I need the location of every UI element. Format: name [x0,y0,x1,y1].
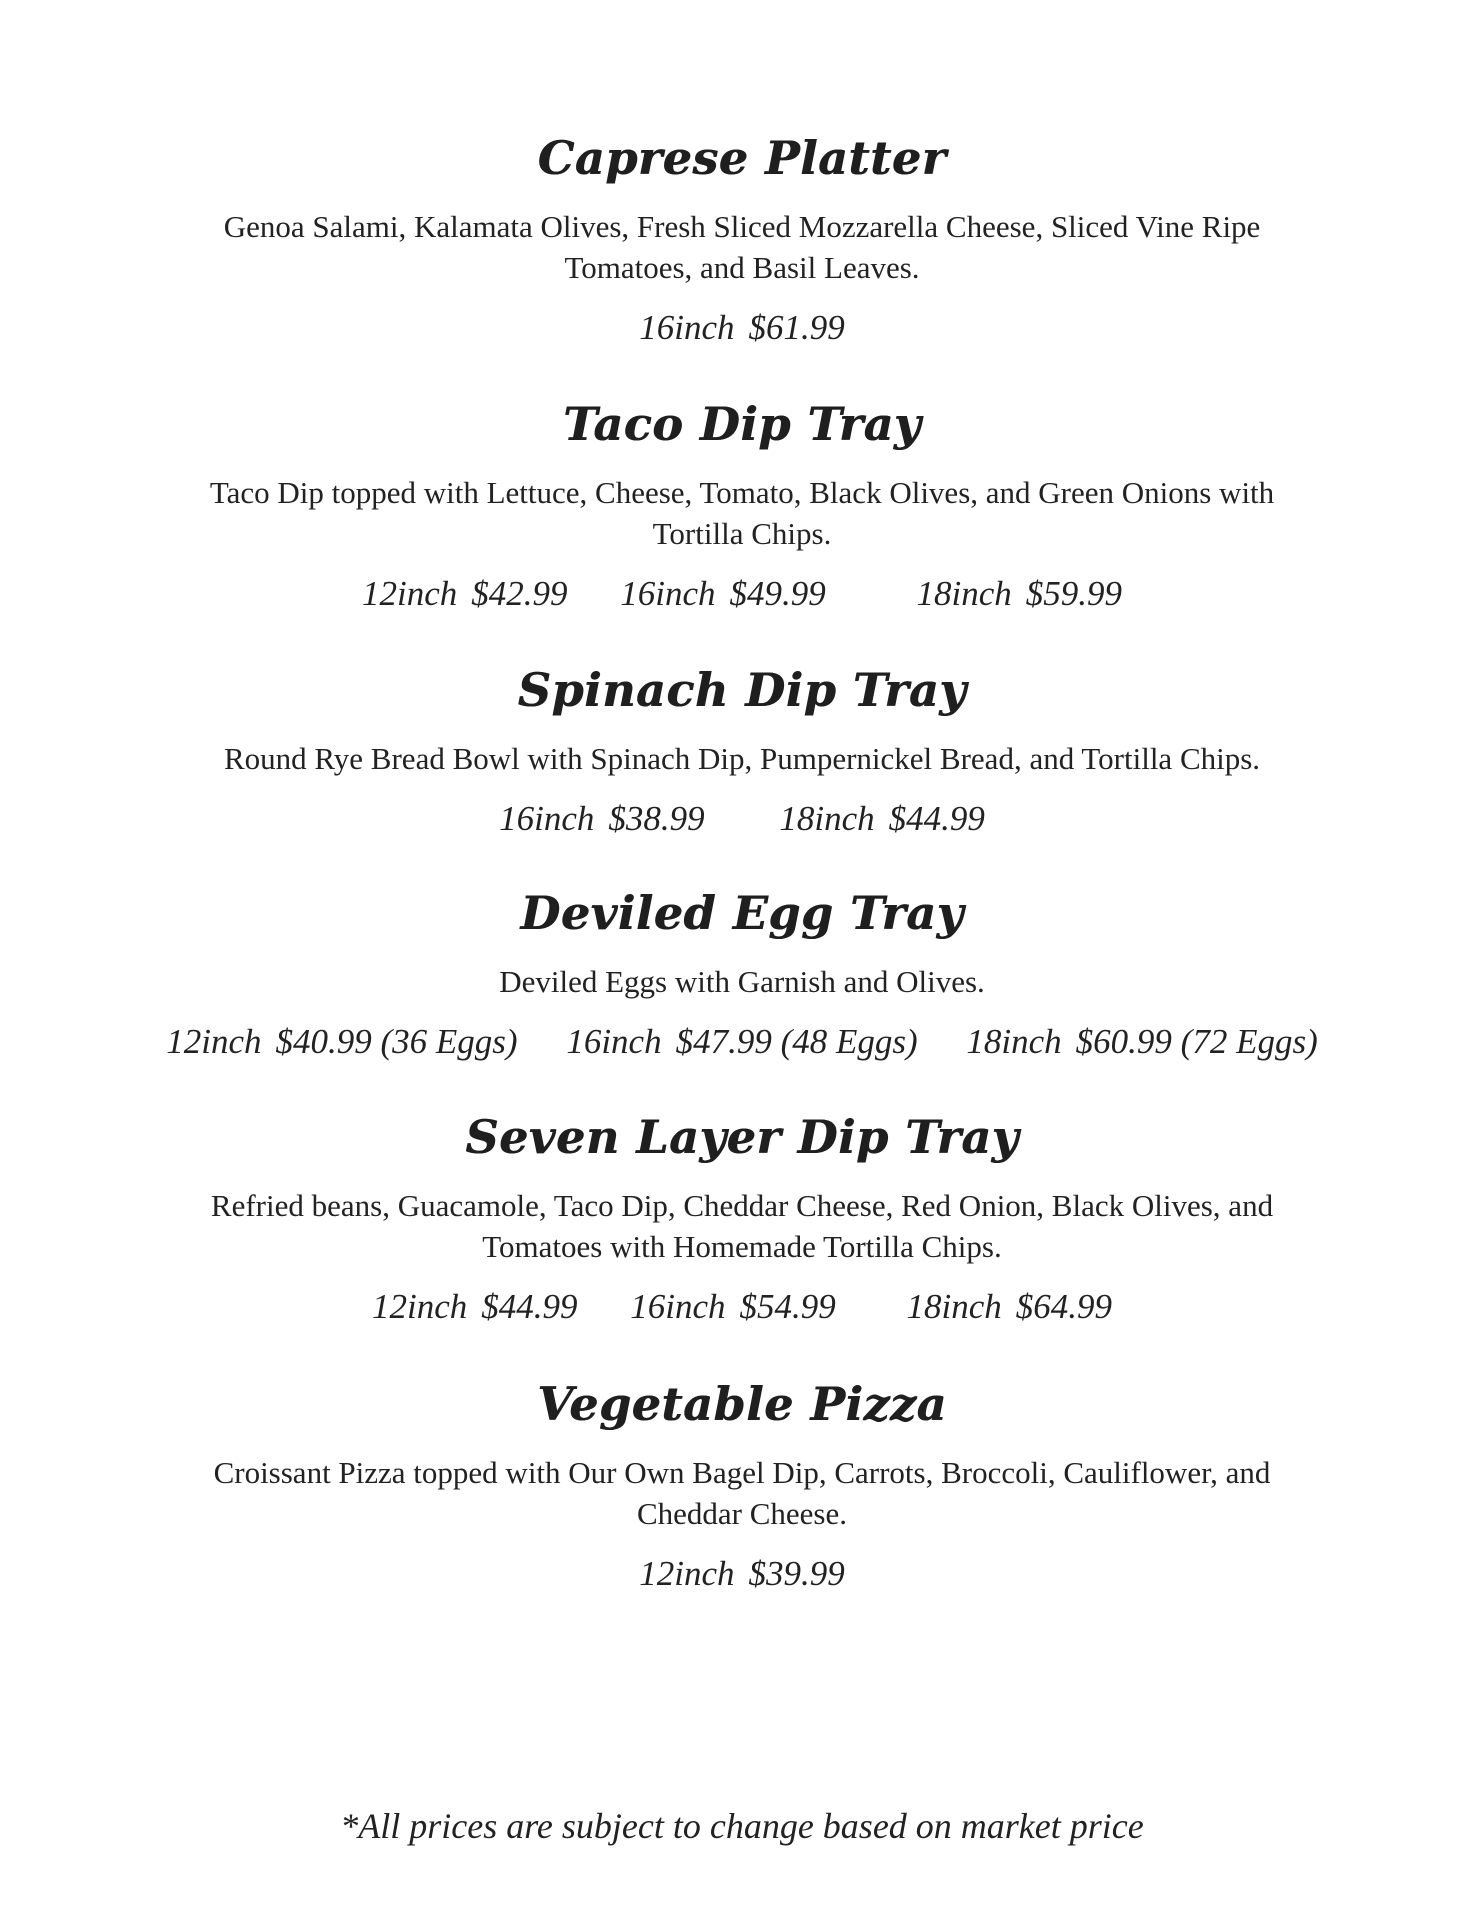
item-prices [0,797,1484,841]
price-size: 12inch [371,1287,468,1326]
item-prices [0,1020,1484,1064]
price-note: (48 Eggs) [780,1022,918,1061]
price-note: (72 Eggs) [1180,1022,1318,1061]
price-value: $40.99 [275,1022,372,1061]
item-prices [0,572,1484,616]
price-value: $42.99 [471,574,568,613]
price-value: $44.99 [481,1287,578,1326]
price-size: 16inch [566,1022,662,1061]
price-option [630,1285,836,1329]
item-description: Deviled Eggs with Garnish and Olives. [499,964,985,999]
menu-item-seven-layer-dip-tray [0,1107,1484,1329]
menu-item-vegetable-pizza [0,1374,1484,1596]
price-value: $64.99 [1015,1287,1113,1326]
price-size: 18inch [779,799,875,838]
item-prices [0,306,1484,350]
menu-item-taco-dip-tray [0,394,1484,616]
price-size: 16inch [620,574,716,613]
price-option [372,1285,578,1329]
price-value: $61.99 [748,308,845,347]
item-description: Genoa Salami, Kalamata Olives, Fresh Sliced Mozzarella Cheese, Sliced Vine Ripe Tomatoes, and Basil Leaves. [223,209,1261,285]
price-size: 16inch [630,1287,726,1326]
price-size: 12inch [361,574,458,613]
price-value: $44.99 [888,799,985,838]
price-option [566,1020,917,1064]
price-value: $60.99 [1075,1022,1172,1061]
price-value: $38.99 [608,799,705,838]
item-description: Croissant Pizza topped with Our Own Bagel Dip, Carrots, Broccoli, Cauliflower, and Cheddar Cheese. [213,1455,1271,1531]
price-option [639,1552,845,1596]
item-title: Caprese Platter [537,131,947,185]
price-option [966,1020,1317,1064]
price-note: (36 Eggs) [380,1022,518,1061]
price-size: 18inch [906,1287,1002,1326]
item-prices [0,1285,1484,1329]
item-title: Taco Dip Tray [562,397,922,451]
menu-item-spinach-dip-tray [0,660,1484,841]
price-option [907,1285,1113,1329]
price-size: 12inch [166,1022,262,1061]
price-option [166,1020,517,1064]
price-size: 12inch [639,1554,735,1593]
price-option [499,797,705,841]
price-size: 16inch [639,308,735,347]
price-value: $54.99 [739,1287,836,1326]
item-title: Vegetable Pizza [537,1377,947,1431]
price-size: 18inch [916,574,1012,613]
item-description: Refried beans, Guacamole, Taco Dip, Cheddar Cheese, Red Onion, Black Olives, and Tomatoes with Homemade Tortilla Chips. [210,1188,1274,1264]
price-value: $49.99 [729,574,826,613]
item-prices [0,1552,1484,1596]
price-size: 18inch [966,1022,1062,1061]
price-value: $39.99 [748,1554,845,1593]
price-size: 16inch [499,799,595,838]
price-value: $47.99 [675,1022,772,1061]
price-option [620,572,826,616]
item-title: Seven Layer Dip Tray [465,1110,1019,1164]
price-option [779,797,985,841]
menu-item-caprese-platter [0,128,1484,350]
menu-item-deviled-egg-tray [0,883,1484,1064]
price-value: $59.99 [1025,574,1123,613]
price-option [639,306,845,350]
item-title: Deviled Egg Tray [520,886,964,940]
price-option [362,572,568,616]
item-description: Round Rye Bread Bowl with Spinach Dip, Pumpernickel Bread, and Tortilla Chips. [223,741,1261,776]
item-title: Spinach Dip Tray [517,663,967,717]
price-option [917,572,1123,616]
item-description: Taco Dip topped with Lettuce, Cheese, Tomato, Black Olives, and Green Onions with Tortilla Chips. [209,475,1275,551]
price-disclaimer: *All prices are subject to change based on market price [340,1806,1144,1846]
